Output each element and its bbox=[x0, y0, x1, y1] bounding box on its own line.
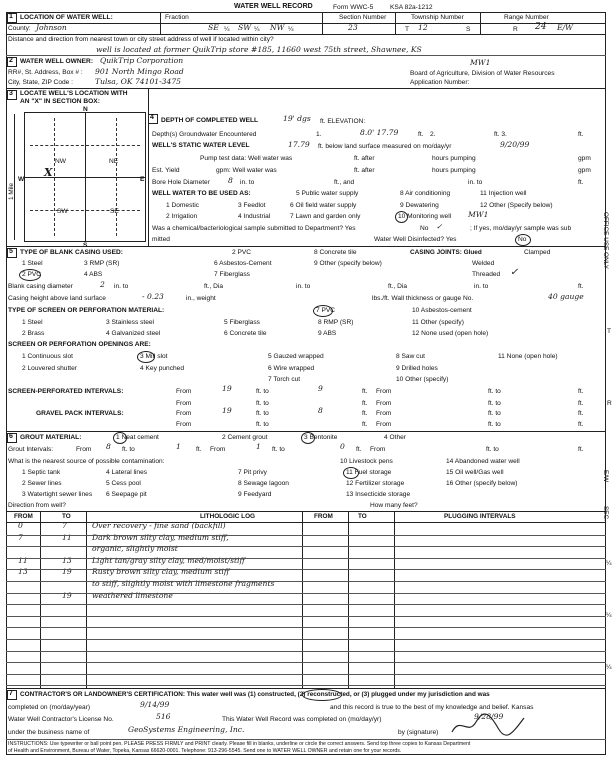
certification-text: CONTRACTOR'S OR LANDOWNER'S CERTIFICATION: This water well was (1) constructed, (2) reconstructed, or (3) plugged under my jurisdiction and was bbox=[20, 691, 490, 698]
grout-from-2[interactable]: 1 bbox=[256, 442, 261, 451]
fraction-q1[interactable]: SE bbox=[208, 23, 219, 32]
address-label: RR#, St. Address, Box # : bbox=[8, 69, 83, 76]
range-value[interactable]: 24 bbox=[535, 22, 547, 32]
bentonite-circle[interactable] bbox=[301, 432, 315, 444]
instructions-1: INSTRUCTIONS: Use typewriter or ball point pen. PLEASE PRESS FIRMLY and PRINT clearly. Please fill in blanks, underline or circle the correct answers. Send top three copies to Kansas Department bbox=[8, 741, 471, 747]
license-number[interactable]: 516 bbox=[156, 712, 171, 721]
application-label: Application Number: bbox=[410, 79, 470, 86]
monitoring-well-circle[interactable] bbox=[395, 211, 408, 223]
well-id[interactable]: MW1 bbox=[470, 58, 491, 67]
owner-value[interactable]: QuikTrip Corporation bbox=[100, 56, 184, 65]
grout-to-2[interactable]: 0 bbox=[340, 442, 345, 451]
groundwater-1-value[interactable]: 8.0' 17.79 bbox=[360, 128, 399, 137]
board-label: Board of Agriculture, Division of Water Resources bbox=[410, 70, 555, 77]
bore-diameter[interactable]: 8 bbox=[228, 176, 233, 185]
distance-value[interactable]: well is located at former QuikTrip store #185, 11660 west 75th street, Shawnee, KS bbox=[96, 45, 422, 54]
mile-label: 1 Mile bbox=[8, 182, 15, 200]
section-6-number: 6 bbox=[9, 433, 13, 440]
distance-label: Distance and direction from nearest town or city street address of well if located within city? bbox=[8, 36, 274, 43]
city-label: City, State, ZIP Code : bbox=[8, 79, 73, 86]
screen-from[interactable]: 19 bbox=[222, 384, 232, 393]
mill-slot-circle[interactable] bbox=[137, 351, 155, 363]
log-cell-to[interactable]: 11 bbox=[62, 532, 72, 542]
log-cell-to[interactable]: 7 bbox=[62, 521, 67, 530]
fraction-label: Fraction bbox=[165, 14, 189, 21]
county-value[interactable]: Johnson bbox=[36, 23, 67, 32]
static-level-label: WELL'S STATIC WATER LEVEL bbox=[152, 142, 250, 149]
fuel-storage-circle[interactable] bbox=[343, 467, 359, 479]
log-cell-text[interactable]: Over recovery - fine sand (backfill) bbox=[92, 521, 226, 530]
address-value[interactable]: 901 North Mingo Road bbox=[95, 67, 184, 76]
pvc-screen-circle[interactable] bbox=[313, 305, 333, 317]
location-x-mark[interactable]: X bbox=[44, 166, 53, 179]
section-number-label: Section Number bbox=[339, 14, 387, 21]
casing-height[interactable]: - 0.23 bbox=[142, 292, 164, 301]
use-label: WELL WATER TO BE USED AS: bbox=[152, 190, 251, 197]
groundwater-label: Depth(s) Groundwater Encountered bbox=[152, 131, 257, 138]
disinfected-no-circle[interactable] bbox=[515, 234, 531, 246]
location-label: LOCATION OF WATER WELL: bbox=[20, 14, 113, 21]
gravel-from[interactable]: 19 bbox=[222, 406, 232, 415]
business-name[interactable]: GeoSystems Engineering, Inc. bbox=[128, 725, 245, 734]
locate-label-2: AN "X" IN SECTION BOX: bbox=[20, 98, 100, 105]
depth-value[interactable]: 19' dgs bbox=[283, 114, 311, 123]
locate-label: LOCATE WELL'S LOCATION WITH bbox=[20, 90, 128, 97]
grout-to[interactable]: 1 bbox=[176, 442, 181, 451]
log-cell-text[interactable]: Dark brown silty clay, medium stiff, bbox=[92, 532, 229, 542]
record-completed-date[interactable]: 9/28/99 bbox=[474, 712, 504, 721]
log-cell-to[interactable]: 19 bbox=[62, 590, 72, 600]
gauge-value[interactable]: 40 gauge bbox=[548, 292, 584, 301]
blank-casing-label: TYPE OF BLANK CASING USED: bbox=[20, 249, 123, 256]
log-cell-to[interactable]: 13 bbox=[62, 555, 72, 565]
pvc-casing-circle[interactable] bbox=[19, 269, 41, 281]
form-title: WATER WELL RECORD bbox=[234, 3, 313, 10]
casing-diameter[interactable]: 2 bbox=[100, 280, 105, 289]
city-value[interactable]: Tulsa, OK 74101-3475 bbox=[95, 77, 181, 86]
instructions-2: of Health and Environment, Bureau of Water, Topeka, Kansas 66620-0001. Telephone: 913-296-5545. Send one to WATER WELL OWNER and retain one for your records. bbox=[8, 748, 402, 754]
log-cell-text[interactable]: organic, slightly moist bbox=[92, 544, 178, 554]
chem-no-check[interactable]: ✓ bbox=[436, 222, 443, 231]
depth-label: DEPTH OF COMPLETED WELL bbox=[161, 117, 259, 124]
range-label: Range Number bbox=[504, 14, 549, 21]
owner-label: WATER WELL OWNER: bbox=[20, 58, 94, 65]
fraction-q3[interactable]: NW bbox=[270, 23, 285, 32]
log-cell-text[interactable]: Rusty brown silty clay, medium stiff bbox=[92, 567, 230, 577]
section-4-number: 4 bbox=[150, 114, 154, 121]
log-cell-text[interactable]: Light tan/gray silty clay, med/moist/stiff bbox=[92, 555, 245, 565]
section-value[interactable]: 23 bbox=[348, 23, 358, 32]
log-cell-text[interactable]: to stiff, slightly moist with limestone fragments bbox=[92, 579, 275, 588]
form-number: Form WWC-5 bbox=[333, 4, 374, 11]
gravel-to[interactable]: 8 bbox=[318, 406, 323, 415]
section-5-number: 5 bbox=[9, 248, 13, 255]
grout-from[interactable]: 8 bbox=[106, 442, 111, 451]
completed-date[interactable]: 9/14/99 bbox=[140, 700, 170, 709]
log-cell-from[interactable]: 7 bbox=[18, 532, 23, 542]
static-date[interactable]: 9/20/99 bbox=[500, 140, 530, 149]
log-cell-to[interactable]: 19 bbox=[62, 567, 72, 577]
ksa-number: KSA 82a-1212 bbox=[390, 4, 433, 11]
township-label: Township Number bbox=[411, 14, 464, 21]
section-1-number: 1 bbox=[9, 13, 13, 20]
static-level-value[interactable]: 17.79 bbox=[288, 140, 310, 149]
section-7-number: 7 bbox=[9, 690, 13, 697]
section-2-number: 2 bbox=[9, 57, 13, 64]
office-use-label: OFFICE USE ONLY bbox=[602, 212, 609, 270]
constructed-circle[interactable] bbox=[302, 689, 342, 701]
log-cell-from[interactable]: 11 bbox=[18, 555, 28, 565]
log-cell-text[interactable]: weathered limestone bbox=[92, 590, 173, 600]
threaded-check[interactable]: ✓ bbox=[510, 267, 519, 278]
monitoring-well-value[interactable]: MW1 bbox=[468, 210, 489, 219]
fraction-q2[interactable]: SW bbox=[238, 23, 252, 32]
log-cell-from[interactable]: 0 bbox=[18, 521, 23, 530]
range-direction[interactable]: E/W bbox=[557, 23, 573, 32]
signature[interactable] bbox=[448, 710, 528, 738]
section-3-number: 3 bbox=[9, 90, 13, 97]
screen-to[interactable]: 9 bbox=[318, 384, 323, 393]
neat-cement-circle[interactable] bbox=[113, 432, 127, 444]
township-value[interactable]: 12 bbox=[418, 23, 428, 32]
log-cell-from[interactable]: 13 bbox=[18, 567, 28, 577]
county-label: County: bbox=[8, 25, 31, 32]
